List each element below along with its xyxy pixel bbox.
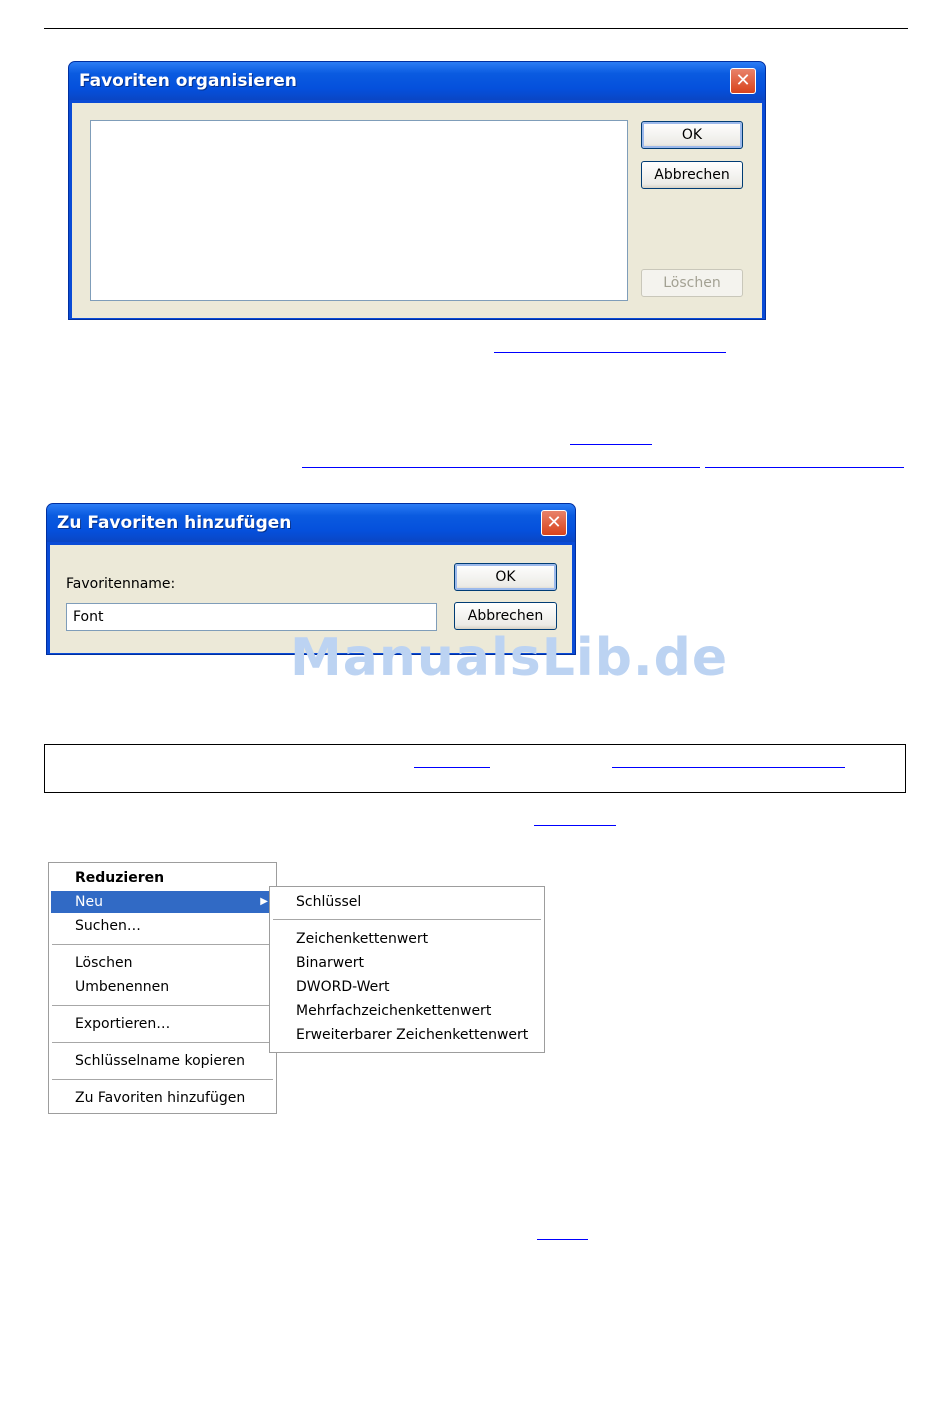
link-underline[interactable] — [494, 352, 726, 353]
link-underline[interactable] — [570, 444, 652, 445]
menu-item-loeschen[interactable]: Löschen — [75, 955, 133, 971]
cancel-button[interactable]: Abbrechen — [641, 161, 743, 189]
submenu-item-erweiterbarer-zeichenkettenwert[interactable]: Erweiterbarer Zeichenkettenwert — [296, 1027, 529, 1043]
watermark: ManualsLib.de — [290, 628, 729, 688]
menu-item-exportieren[interactable]: Exportieren… — [75, 1016, 171, 1032]
ok-button[interactable]: OK — [641, 121, 743, 149]
organize-favorites-dialog — [68, 61, 766, 320]
menu-separator — [52, 944, 273, 945]
close-icon[interactable]: ✕ — [730, 68, 756, 94]
favorite-name-label: Favoritenname: — [66, 576, 176, 592]
link-underline[interactable] — [414, 767, 490, 768]
menu-separator — [52, 1005, 273, 1006]
link-underline[interactable] — [302, 467, 700, 468]
submenu-item-mehrfachzeichenkettenwert[interactable]: Mehrfachzeichenkettenwert — [296, 1003, 492, 1019]
link-underline[interactable] — [534, 825, 616, 826]
menu-item-reduzieren[interactable]: Reduzieren — [75, 870, 165, 886]
dialog-title: Zu Favoriten hinzufügen — [47, 504, 575, 542]
note-box — [44, 744, 906, 793]
context-menu — [48, 862, 277, 1114]
close-icon[interactable]: ✕ — [541, 510, 567, 536]
dialog-client — [72, 103, 762, 318]
submenu-item-dword-wert[interactable]: DWORD-Wert — [296, 979, 390, 995]
ok-button[interactable]: OK — [454, 563, 557, 591]
menu-separator — [52, 1079, 273, 1080]
favorites-list[interactable] — [90, 120, 628, 301]
menu-item-zu-favoriten[interactable]: Zu Favoriten hinzufügen — [75, 1090, 246, 1106]
menu-item-schluesselname-kopieren[interactable]: Schlüsselname kopieren — [75, 1053, 245, 1069]
link-underline[interactable] — [705, 467, 904, 468]
delete-button[interactable]: Löschen — [641, 269, 743, 297]
menu-item-label: Neu — [75, 894, 103, 910]
top-rule — [44, 28, 908, 29]
cancel-button[interactable]: Abbrechen — [454, 602, 557, 630]
menu-item-umbenennen[interactable]: Umbenennen — [75, 979, 170, 995]
menu-separator — [273, 919, 541, 920]
link-underline[interactable] — [537, 1239, 588, 1240]
dialog-title: Favoriten organisieren — [69, 62, 765, 100]
menu-separator — [52, 1042, 273, 1043]
submenu-item-binarwert[interactable]: Binarwert — [296, 955, 365, 971]
menu-item-suchen[interactable]: Suchen… — [75, 918, 141, 934]
submenu-neu — [269, 886, 545, 1053]
submenu-item-schluessel[interactable]: Schlüssel — [296, 894, 362, 910]
submenu-item-zeichenkettenwert[interactable]: Zeichenkettenwert — [296, 931, 429, 947]
menu-item-neu[interactable] — [51, 891, 274, 913]
link-underline[interactable] — [612, 767, 845, 768]
favorite-name-input[interactable]: Font — [66, 603, 437, 631]
submenu-arrow-icon: ▶ — [260, 896, 268, 907]
